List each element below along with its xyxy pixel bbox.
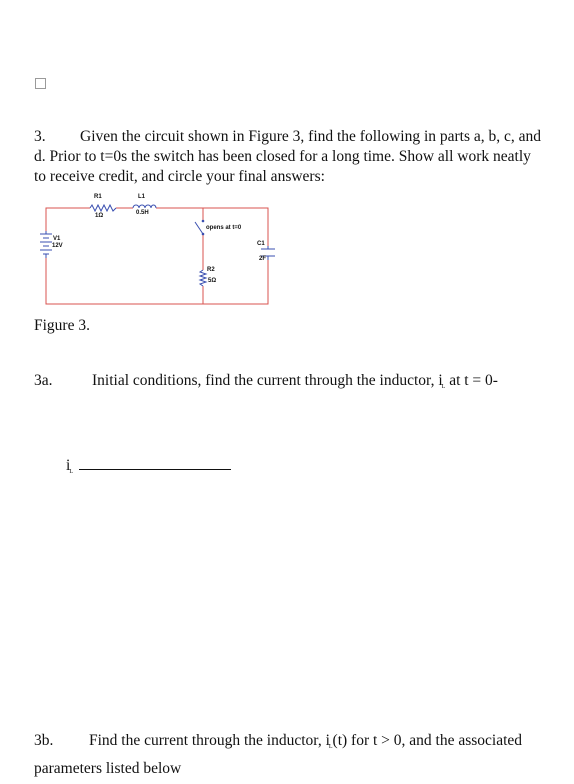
resistor-r2 (200, 270, 206, 286)
c1-value: 2F (259, 256, 267, 262)
answer-line-3a (66, 455, 231, 475)
question-text: Given the circuit shown in Figure 3, find the following in parts a, b, c, and d. Prior to t=0s the switch has been closed for a long time. Show all work neatly to receive credit, and circle your final answers: (34, 128, 542, 185)
answer-symbol: i (66, 457, 71, 474)
resistor-r1 (90, 205, 116, 211)
l1-value: 0.5H (136, 210, 149, 216)
switch (195, 220, 204, 236)
question-3 (34, 127, 544, 187)
r2-name: R2 (207, 267, 215, 273)
question-number: 3. (34, 128, 46, 145)
v1-name: V1 (53, 236, 61, 242)
circuit-wires (46, 208, 268, 304)
switch-label: opens at t=0 (206, 225, 242, 231)
inductor-subscript-3b: L (328, 744, 333, 750)
r1-value: 1Ω (95, 213, 104, 219)
question-3b-text-end: (t) for t > 0, and the associated parameters listed below (34, 732, 523, 777)
l1-name: L1 (138, 194, 146, 200)
inductor-subscript: L (441, 384, 446, 390)
question-3b-number: 3b. (34, 732, 54, 749)
answer-subscript: L (69, 469, 73, 475)
battery-v1 (40, 231, 52, 258)
r2-value: 5Ω (208, 278, 217, 284)
r1-name: R1 (94, 194, 102, 200)
question-3a-number: 3a. (34, 372, 53, 389)
answer-blank[interactable] (79, 455, 231, 470)
v1-value: 12V (52, 243, 63, 249)
checkbox[interactable] (35, 78, 46, 89)
circuit-diagram (30, 188, 275, 310)
c1-name: C1 (257, 241, 265, 247)
question-3b (34, 730, 544, 780)
inductor-l1 (133, 205, 156, 208)
question-3a (34, 372, 498, 390)
figure-caption: Figure 3. (34, 317, 90, 334)
question-3b-text: Find the current through the inductor, i (89, 732, 330, 749)
question-3a-text-end: at t = 0- (445, 372, 498, 389)
question-3a-text: Initial conditions, find the current through the inductor, i (92, 372, 443, 389)
